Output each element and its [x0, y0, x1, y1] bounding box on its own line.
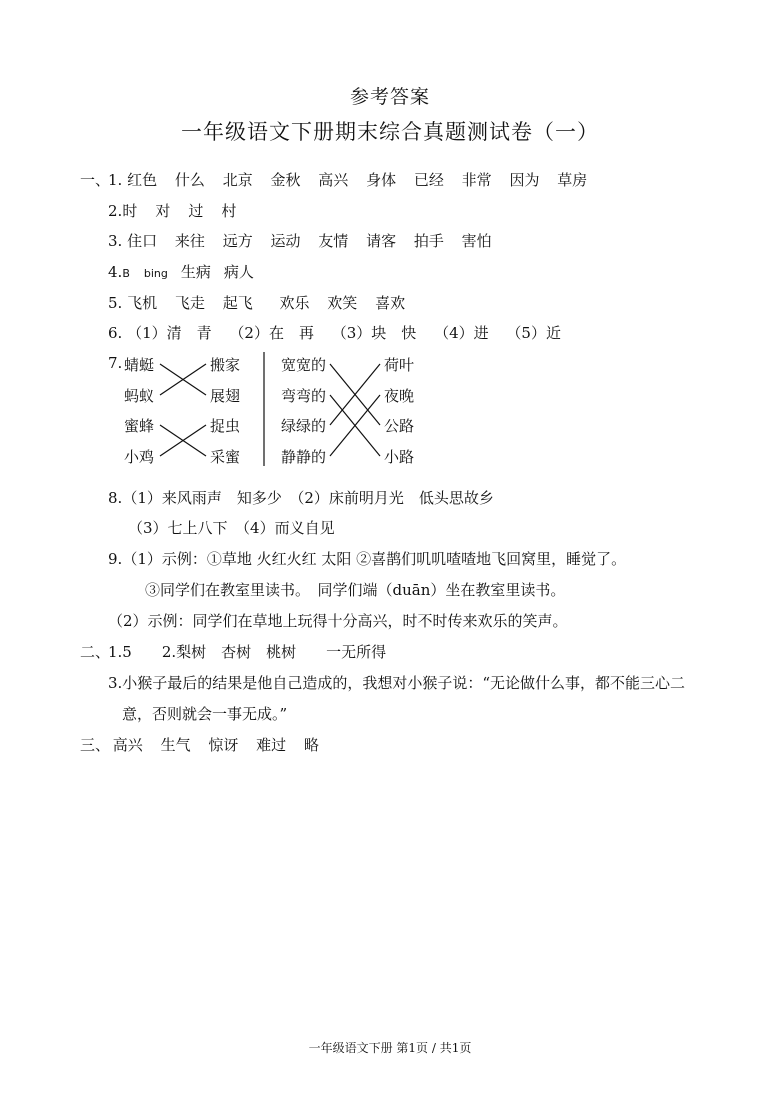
section-1-marker: 一、	[80, 171, 111, 189]
q9-line-1	[108, 549, 626, 569]
page-footer: 一年级语文下册 第1页 / 共1页	[308, 1041, 472, 1055]
section-2-line-3: 意，否则就会一事无成。”	[122, 705, 288, 723]
section-2-line-1	[80, 642, 386, 662]
q4-pinyin: bing	[143, 267, 168, 280]
match-right-word: 展翅	[210, 387, 241, 405]
word: 害怕	[461, 232, 492, 250]
q6-item: （2）在 再	[229, 324, 314, 342]
word: 村	[221, 202, 237, 220]
word: 过	[188, 202, 204, 220]
match-left-word: 宽宽的	[281, 356, 327, 374]
q8-number: 8.	[108, 489, 123, 507]
word: 草房	[557, 171, 588, 189]
match-right-word: 小路	[384, 448, 415, 466]
word: 生气	[160, 736, 191, 754]
word: 起飞	[222, 294, 253, 312]
match-right-word: 搬家	[210, 356, 241, 374]
q2-number: 2.	[108, 202, 123, 220]
word: 什么	[174, 171, 205, 189]
word: 请客	[366, 232, 397, 250]
q6-item: （3）块 快	[331, 324, 417, 342]
word: 喜欢	[375, 294, 406, 312]
word: 惊讶	[208, 736, 239, 754]
match-left-word: 小鸡	[124, 448, 155, 466]
word: 来往	[174, 232, 205, 250]
page-title: 参考答案	[349, 86, 430, 108]
word: 欢笑	[327, 294, 358, 312]
word: 非常	[461, 171, 492, 189]
q3-number: 3.	[108, 232, 123, 250]
match-left-word: 绿绿的	[281, 417, 327, 435]
section-2-text: 1.5 2.梨树 杏树 桃树 一无所得	[108, 643, 387, 661]
word: 时	[122, 202, 138, 220]
word: 对	[155, 202, 171, 220]
section-2-line-2: 3.小猴子最后的结果是他自己造成的，我想对小猴子说：“无论做什么事，都不能三心二	[108, 674, 685, 692]
word: 远方	[222, 232, 253, 250]
q7-number: 7.	[108, 354, 123, 372]
word: 略	[303, 736, 319, 754]
section-3-line	[80, 735, 332, 755]
q4-letter: B	[122, 267, 130, 280]
q1-number: 1.	[108, 171, 123, 189]
word: 难过	[256, 736, 287, 754]
word: 高兴	[112, 736, 143, 754]
q9-line-2: ③同学们在教室里读书。 同学们端（duān）坐在教室里读书。	[145, 581, 566, 599]
matching-lines	[0, 0, 780, 500]
match-right-word: 夜晚	[384, 387, 415, 405]
match-right-word: 采蜜	[210, 448, 241, 466]
match-right-word: 荷叶	[384, 356, 415, 374]
word: 拍手	[413, 232, 444, 250]
q9-text: （1）示例：①草地 火红火红 太阳 ②喜鹊们叽叽喳喳地飞回窝里，睡觉了。	[122, 550, 627, 568]
word: 红色	[127, 171, 158, 189]
match-left-word: 静静的	[281, 448, 327, 466]
word: 已经	[413, 171, 444, 189]
match-right-word: 公路	[384, 417, 415, 435]
match-right-word: 捉虫	[210, 417, 241, 435]
q6-item: （4）进	[434, 324, 489, 342]
word: 友情	[318, 232, 349, 250]
word: 飞走	[174, 294, 205, 312]
word: 住口	[127, 232, 158, 250]
word: 因为	[509, 171, 540, 189]
word: 生病	[180, 263, 211, 281]
q8-line-2: （3）七上八下 （4）而义自见	[128, 519, 335, 537]
word: 身体	[366, 171, 397, 189]
q5-number: 5.	[108, 294, 123, 312]
word: 高兴	[318, 171, 349, 189]
section-3-marker: 三、	[80, 736, 111, 754]
q8-line-1	[108, 488, 494, 508]
q6-item: （1）清 青	[127, 324, 212, 342]
q9-number: 9.	[108, 550, 123, 568]
page-subtitle: 一年级语文下册期末综合真题测试卷（一）	[181, 120, 599, 144]
word: 金秋	[270, 171, 301, 189]
q6-item: （5）近	[506, 324, 561, 342]
match-left-word: 蜜蜂	[124, 417, 155, 435]
q9-line-3: （2）示例：同学们在草地上玩得十分高兴，时不时传来欢乐的笑声。	[108, 612, 568, 630]
match-left-word: 蚂蚁	[124, 387, 155, 405]
word: 病人	[223, 263, 254, 281]
word: 欢乐	[279, 294, 310, 312]
match-left-word: 蜻蜓	[124, 356, 155, 374]
q6-number: 6.	[108, 324, 123, 342]
word: 北京	[222, 171, 253, 189]
section-2-marker: 二、	[80, 643, 111, 661]
word: 运动	[270, 232, 301, 250]
match-left-word: 弯弯的	[281, 387, 327, 405]
word: 飞机	[127, 294, 158, 312]
q4-number: 4.	[108, 263, 123, 281]
q8-text: （1）来风雨声 知多少 （2）床前明月光 低头思故乡	[122, 489, 494, 507]
